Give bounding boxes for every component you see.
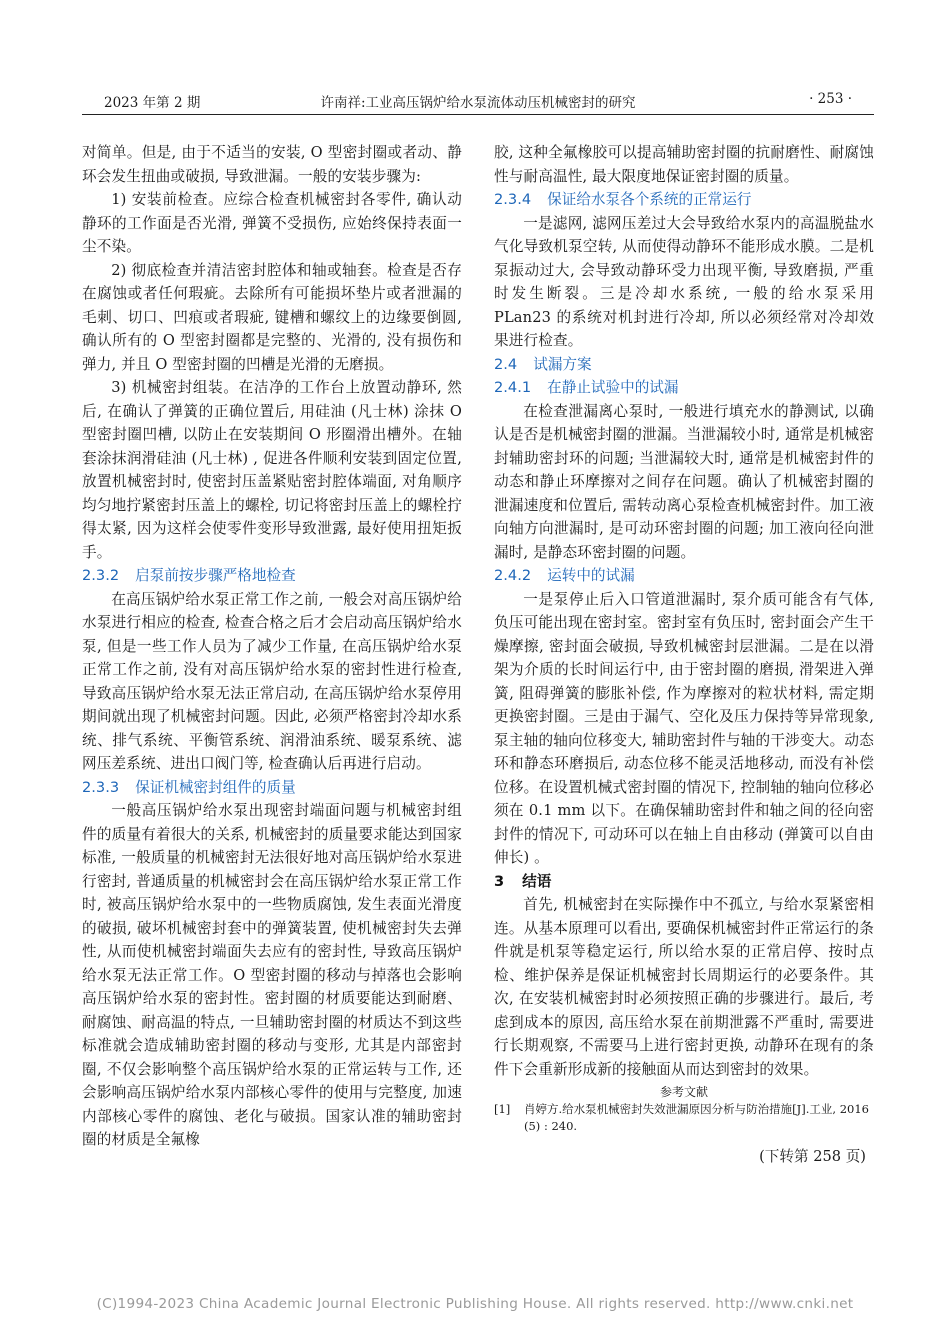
reference-number: [1] bbox=[494, 1102, 511, 1116]
section-title: 试漏方案 bbox=[533, 355, 592, 373]
continued-note: (下转第 258 页) bbox=[759, 1148, 866, 1165]
copyright-footer: (C)1994-2023 China Academic Journal Electronic Publishing House. All rights reserved. http://www.cnki.net bbox=[96, 1296, 854, 1312]
section-title: 启泵前按步骤严格地检查 bbox=[135, 567, 296, 584]
section-number: 2.3.3 bbox=[82, 778, 120, 796]
paragraph: 3) 机械密封组装。在洁净的工作台上放置动静环, 然后, 在确认了弹簧的正确位置后, 用硅油 (凡士林) 涂抹 O 型密封圈凹槽, 以防止在安装期间 O 形圈滑出槽外。在轴套涂抹润滑硅油 (凡士林) , 促进各件顺利安装到固定位置, 放置机械密封时, 使密封压盖紧贴密封腔体端面, 对角顺序均匀地拧紧密封压盖上的螺栓, 切记将密封压盖上的螺栓拧得太紧, 因为这样会使零件变形导致泄露, 最好使用扭矩扳手。 bbox=[82, 379, 462, 561]
left-column bbox=[82, 141, 462, 1152]
page-number: · 253 · bbox=[809, 91, 852, 107]
section-title: 保证给水泵各个系统的正常运行 bbox=[547, 191, 752, 208]
paragraph: 对简单。但是, 由于不适当的安装, O 型密封圈或者动、静环会发生扭曲或破损, 导致泄漏。一般的安装步骤为: bbox=[82, 144, 462, 185]
section-heading-2-3-3 bbox=[82, 776, 462, 800]
section-title: 结语 bbox=[522, 872, 552, 890]
paragraph: 首先, 机械密封在实际操作中不孤立, 与给水泵紧密相连。从基本原理可以看出, 要确保机械密封件正常运行的条件就是机泵等稳定运行, 所以给水泵的正常启停、按时点检、维护保养是保证机械密封长周期运行的必要条件。其次, 在安装机械密封时必须按照正确的步骤进行。最后, 考虑到成本的原因, 高压给水泵在前期泄露不严重时, 需要进行长期观察, 不需要马上进行密封更换, 动静环在现有的条件下会重新形成新的接触面从而达到密封的效果。 bbox=[494, 896, 874, 1078]
section-number: 2.4.1 bbox=[494, 379, 532, 396]
section-heading-2-4-1 bbox=[494, 376, 874, 400]
section-heading-3 bbox=[494, 870, 874, 894]
paragraph: 在高压锅炉给水泵正常工作之前, 一般会对高压锅炉给水泵进行相应的检查, 检查合格之后才会启动高压锅炉给水泵, 但是一些工作人员为了减少工作量, 在高压锅炉给水泵正常工作之前, 没有对高压锅炉给水泵的密封性进行检查, 导致高压锅炉给水泵无法正常启动, 在高压锅炉给水泵停用期间就出现了机械密封问题。因此, 必须严格密封冷却水系统、排气系统、平衡管系统、润滑油系统、暖泵系统、滤网压差系统、进出口阀门等, 检查确认后再进行启动。 bbox=[82, 590, 462, 772]
section-number: 3 bbox=[494, 872, 505, 890]
section-title: 在静止试验中的试漏 bbox=[547, 379, 679, 396]
section-number: 2.4 bbox=[494, 355, 518, 373]
reference-item bbox=[494, 1101, 874, 1135]
running-title: 许南祥:工业高压锅炉给水泵流体动压机械密封的研究 bbox=[320, 95, 636, 111]
section-number: 2.4.2 bbox=[494, 567, 532, 584]
section-heading-2-4 bbox=[494, 353, 874, 377]
section-title: 保证机械密封组件的质量 bbox=[135, 778, 296, 796]
section-heading-2-3-2 bbox=[82, 564, 462, 588]
issue-label: 2023 年第 2 期 bbox=[104, 95, 201, 111]
running-header bbox=[82, 88, 874, 115]
section-heading-2-3-4 bbox=[494, 188, 874, 212]
section-heading-2-4-2 bbox=[494, 564, 874, 588]
section-number: 2.3.2 bbox=[82, 567, 120, 584]
paragraph: 1) 安装前检查。应综合检查机械密封各零件, 确认动静环的工作面是否光滑, 弹簧不受损伤, 应始终保持表面一尘不染。 bbox=[82, 191, 462, 255]
reference-text: 肖婷方.给水泵机械密封失效泄漏原因分析与防治措施[J].工业, 2016 (5) : 240. bbox=[524, 1102, 869, 1133]
references-title: 参考文献 bbox=[659, 1085, 708, 1099]
paragraph: 一是滤网, 滤网压差过大会导致给水泵内的高温脱盐水气化导致机泵空转, 从而使得动静环不能形成水膜。二是机泵振动过大, 会导致动静环受力出现平衡, 导致磨损, 严重时发生断裂。三是冷却水系统, 一般的给水泵采用 PLan23 的系统对机封进行冷却, 所以必须经常对冷却效果进行检查。 bbox=[494, 214, 874, 349]
paragraph: 一是泵停止后入口管道泄漏时, 泵介质可能含有气体, 负压可能出现在密封室。密封室有负压时, 密封面会产生干燥摩擦, 密封面会破损, 导致机械密封层泄漏。二是在以滑架为介质的长时间运行中, 由于密封圈的磨损, 滑架进入弹簧, 阻碍弹簧的膨胀补偿, 作为摩擦对的粒状材料, 需定期更换密封圈。三是由于漏气、空化及压力保持等异常现象, 泵主轴的轴向位移变大, 辅助密封件与轴的干涉变大。动态环和静态环磨损后, 动态位移不能灵活地移动, 而没有补偿位移。在设置机械式密封圈的情况下, 控制轴的轴向位移必须在 0.1 mm 以下。在确保辅助密封件和轴之间的径向密封件的情况下, 可动环可以在轴上自由移动 (弹簧可以自由伸长) 。 bbox=[494, 590, 874, 866]
paragraph: 2) 彻底检查并清洁密封腔体和轴或轴套。检查是否存在腐蚀或者任何瑕疵。去除所有可能损坏垫片或者泄漏的毛刺、切口、凹痕或者瑕疵, 键槽和螺纹上的边缘要倒圆, 确认所有的 O 型密封圈都是完整的、光滑的, 没有损伤和弹力, 并且 O 型密封圈的凹槽是光滑的无磨损。 bbox=[82, 261, 462, 373]
paragraph: 在检查泄漏离心泵时, 一般进行填充水的静测试, 以确认是否是机械密封圈的泄漏。当泄漏较小时, 通常是机械密封辅助密封环的问题; 当泄漏较大时, 通常是机械密封件的动态和静止环摩擦对之间存在问题。确认了机械密封圈的泄漏速度和位置后, 需转动离心泵检查机械密封件。加工液向轴方向泄漏时, 是可动环密封圈的问题; 加工液向径向泄漏时, 是静态环密封圈的问题。 bbox=[494, 402, 874, 561]
section-title: 运转中的试漏 bbox=[547, 567, 635, 584]
section-number: 2.3.4 bbox=[494, 191, 532, 208]
right-column bbox=[494, 141, 874, 1169]
paragraph: 胶, 这种全氟橡胶可以提高辅助密封圈的抗耐磨性、耐腐蚀性与耐高温性, 最大限度地保证密封圈的质量。 bbox=[494, 144, 874, 185]
paragraph: 一般高压锅炉给水泵出现密封端面问题与机械密封组件的质量有着很大的关系, 机械密封的质量要求能达到国家标准, 一般质量的机械密封无法很好地对高压锅炉给水泵进行密封, 普通质量的机械密封会在高压锅炉给水泵正常工作时, 被高压锅炉给水泵中的一些物质腐蚀, 发生表面光滑度的破损, 破坏机械密封套中的弹簧装置, 使机械密封失去弹性, 从而使机械密封端面失去应有的密封性, 导致高压锅炉给水泵无法正常工作。O 型密封圈的移动与掉落也会影响高压锅炉给水泵的密封性。密封圈的材质要能达到耐磨、耐腐蚀、耐高温的特点, 一旦辅助密封圈的材质达不到这些标准就会造成辅助密封圈的移动与变形, 尤其是内部密封圈, 不仅会影响整个高压锅炉给水泵的正常运转与工作, 还会影响高压锅炉给水泵内部核心零件的使用与完整度, 加速内部核心零件的腐蚀、老化与破损。国家认准的辅助密封圈的材质是全氟橡 bbox=[82, 802, 462, 1148]
